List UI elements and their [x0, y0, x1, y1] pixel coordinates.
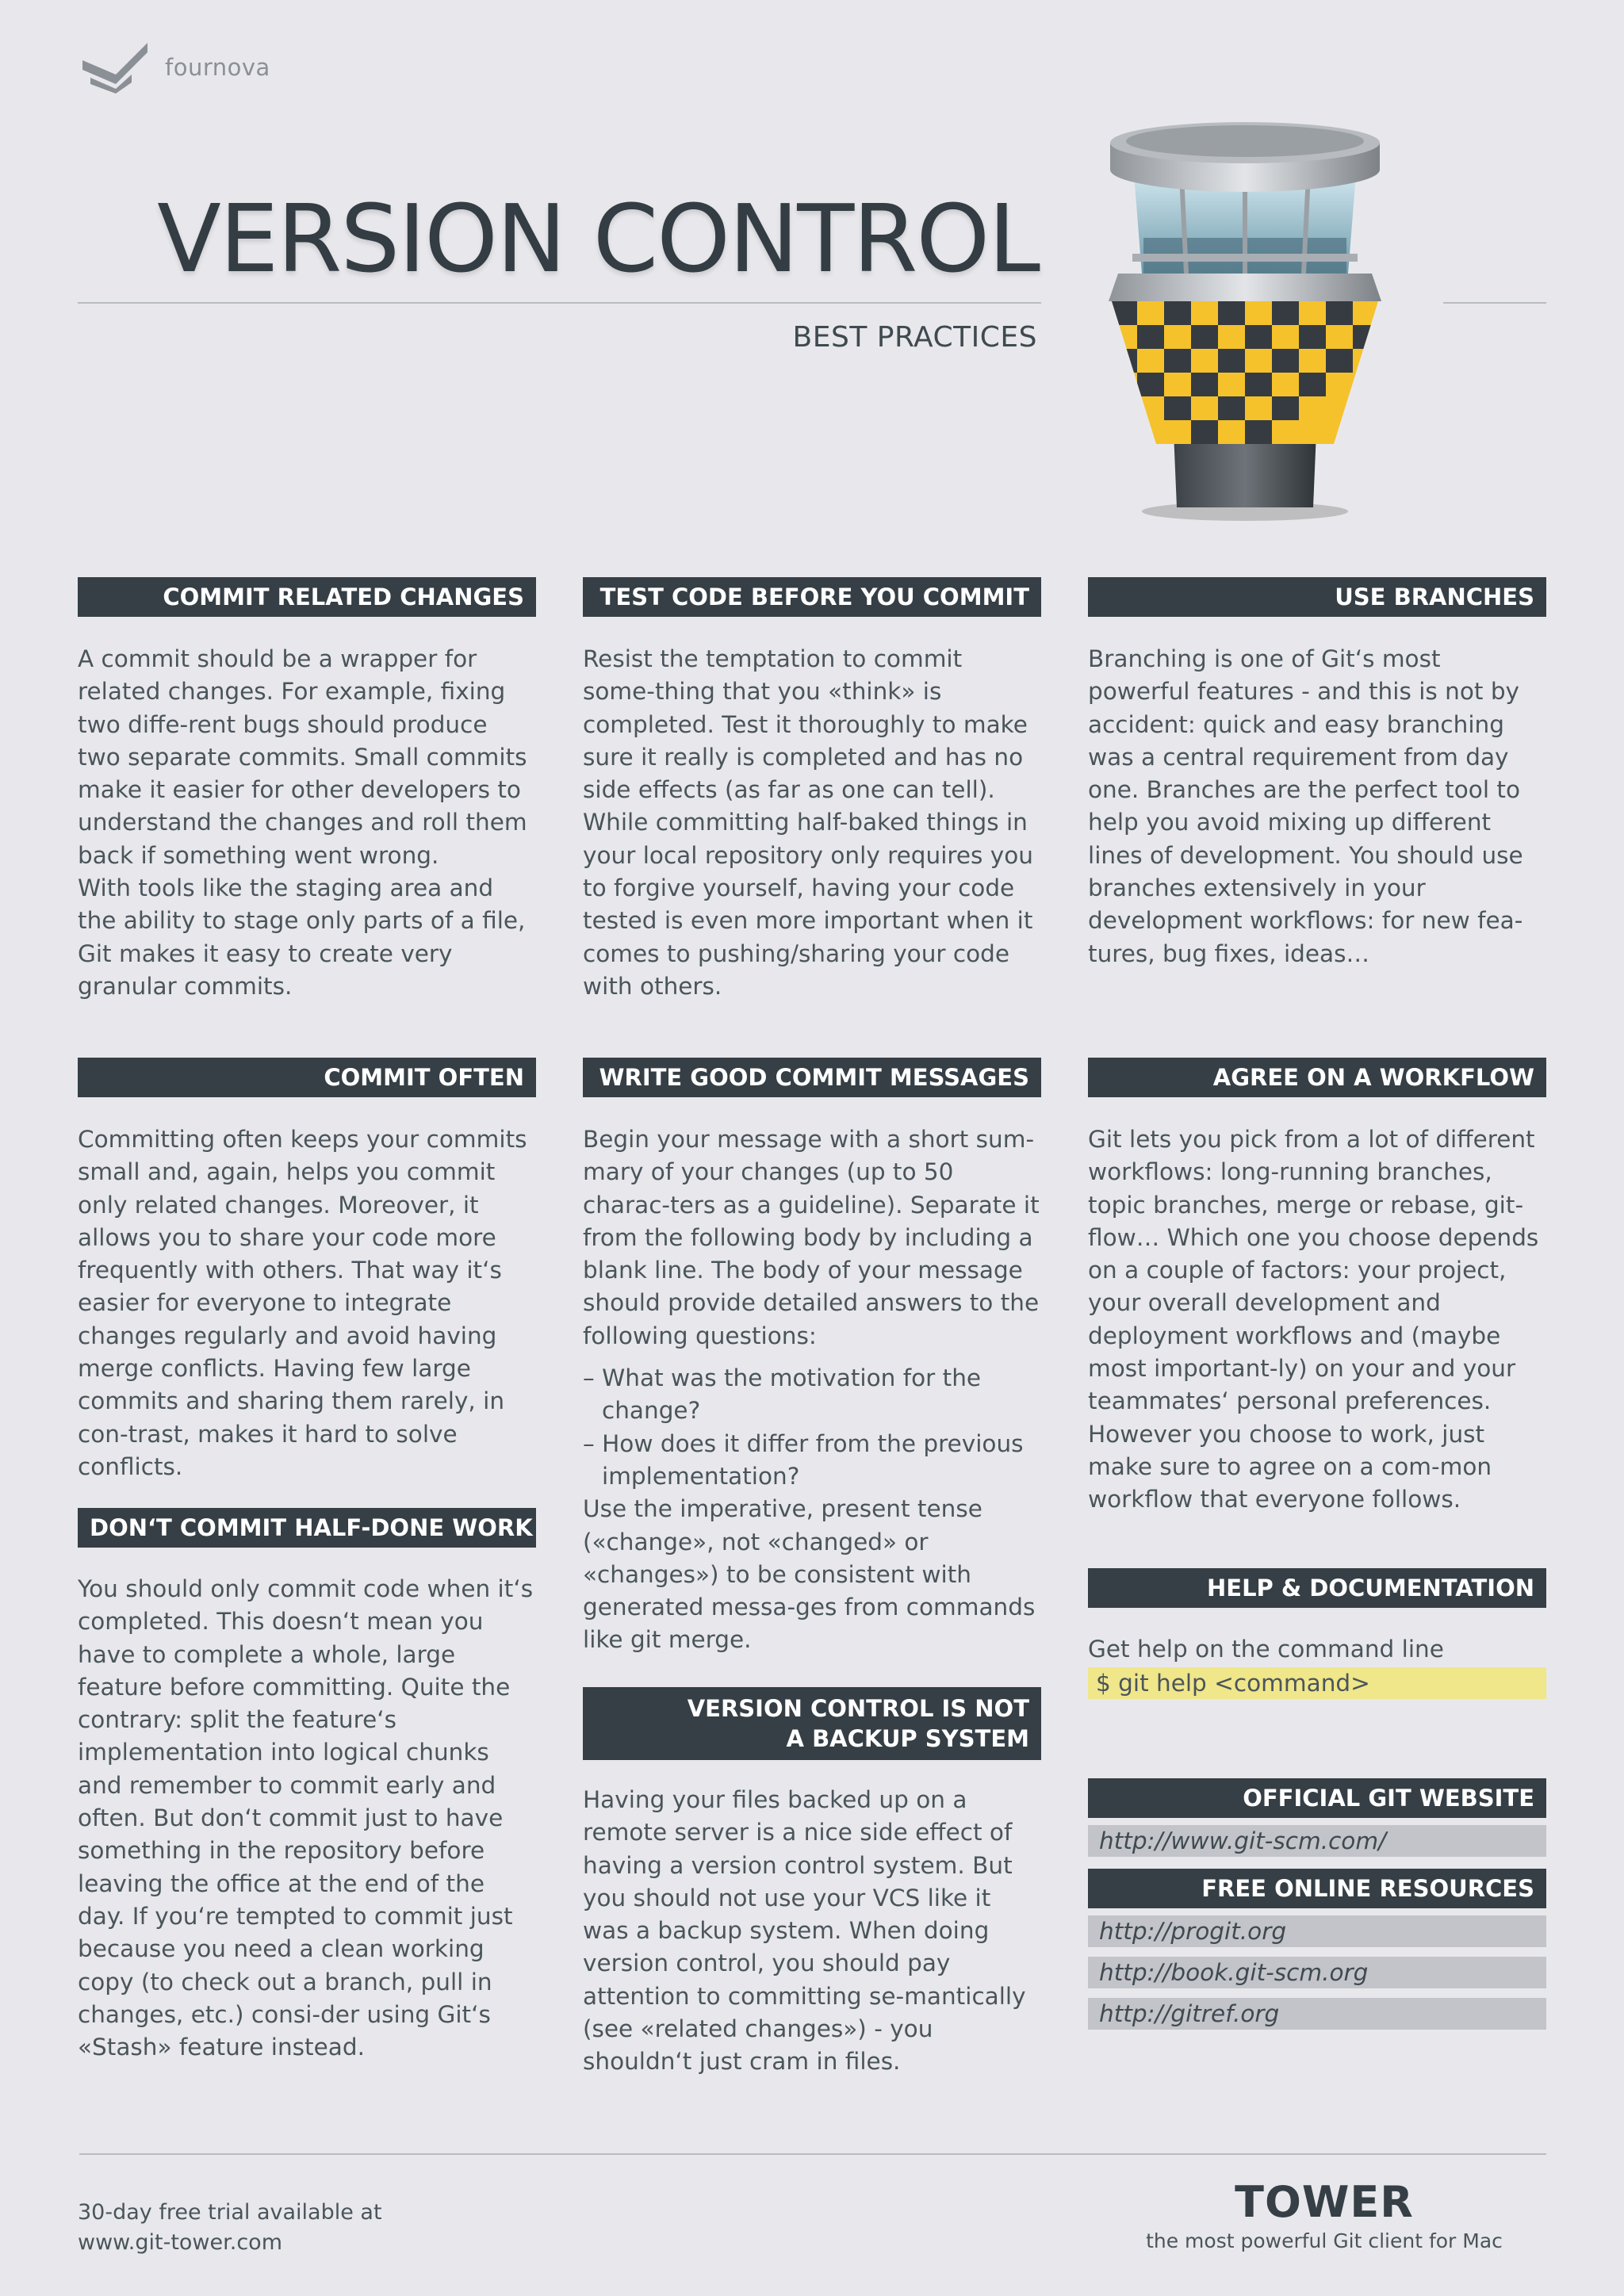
heading-test-code-before-commit: TEST CODE BEFORE YOU COMMIT	[583, 577, 1041, 617]
list-item: – How does it differ from the previous implementation?	[583, 1429, 1024, 1490]
paragraph: Use the imperative, present tense («change», not «changed» or «changes») to be consistent with generated messa-ges from commands like git merge.	[583, 1495, 1036, 1654]
heading-commit-related-changes: COMMIT RELATED CHANGES	[78, 577, 536, 617]
tower-tagline: the most powerful Git client for Mac	[1146, 2229, 1503, 2252]
text-commit-related-changes	[78, 643, 536, 1003]
heading-version-control-not-backup	[583, 1687, 1041, 1760]
git-help-command: $ git help <command>	[1088, 1667, 1546, 1699]
heading-agree-on-a-workflow: AGREE ON A WORKFLOW	[1088, 1058, 1546, 1097]
heading-use-branches: USE BRANCHES	[1088, 577, 1546, 617]
trial-text: 30-day free trial available at	[78, 2200, 382, 2225]
heading-commit-often: COMMIT OFTEN	[78, 1058, 536, 1097]
heading-official-git-website: OFFICIAL GIT WEBSITE	[1088, 1778, 1546, 1818]
paragraph: Committing often keeps your commits small and, again, helps you commit only related changes. Moreover, it allows you to share your code more frequently with others. That way it‘s easier for everyone to integrate changes regularly and avoid having merge conflicts. Having few large commits and sharing them rarely, in con-trast, makes it hard to solve conflicts.	[78, 1126, 527, 1480]
text-help-documentation: Get help on the command line	[1088, 1636, 1444, 1663]
paragraph: Having your files backed up on a remote server is a nice side effect of having a version control system. But you should not use your VCS like it was a backup system. When doing version control, you should pay attention to committing se-mantically (see «related changes») - you shouldn‘t just cram in files.	[583, 1786, 1026, 2076]
text-write-good-commit-messages	[583, 1123, 1041, 1657]
fournova-logo-icon	[79, 40, 149, 95]
heading-help-documentation: HELP & DOCUMENTATION	[1088, 1568, 1546, 1608]
paragraph: Begin your message with a short sum-mary of your changes (up to 50 charac-ters as a guideline). Separate it from the following body by including a blank line. The body of your message should provide detailed answers to the following questions:	[583, 1126, 1040, 1349]
paragraph: A commit should be a wrapper for related changes. For example, fixing two diffe-rent bugs should produce two separate commits. Small commits make it easier for other developers to understand the changes and roll them back if something went wrong.	[78, 645, 527, 869]
text-version-control-not-backup	[583, 1784, 1041, 2079]
trial-notice	[78, 2198, 382, 2258]
text-commit-often	[78, 1123, 536, 1483]
title-divider-right	[1443, 302, 1546, 304]
fournova-logo	[79, 40, 270, 95]
paragraph: With tools like the staging area and the ability to stage only parts of a file, Git makes it easy to create very granular commits.	[78, 874, 526, 1000]
heading-dont-commit-half-done-work: DON‘T COMMIT HALF-DONE WORK	[78, 1508, 536, 1548]
question-list	[583, 1362, 1041, 1493]
tower-illustration	[1094, 111, 1396, 523]
list-item: – What was the motivation for the change?	[583, 1364, 982, 1425]
page-title: VERSION CONTROL	[157, 184, 1039, 293]
logo-text: fournova	[165, 54, 270, 81]
link-progit[interactable]: http://progit.org	[1088, 1915, 1546, 1947]
text-test-code-before-commit	[583, 643, 1041, 1003]
text-dont-commit-half-done-work	[78, 1573, 536, 2064]
heading-line: A BACKUP SYSTEM	[786, 1725, 1029, 1752]
paragraph: Branching is one of Git‘s most powerful features - and this is not by accident: quick and easy branching was a central requirement from day one. Branches are the perfect tool to help you avoid mixing up different lines of development. You should use branches extensively in your development workflows: for new fea-tures, bug fixes, ideas…	[1088, 645, 1523, 967]
heading-write-good-commit-messages: WRITE GOOD COMMIT MESSAGES	[583, 1058, 1041, 1097]
paragraph: You should only commit code when it‘s completed. This doesn‘t mean you have to complete a whole, large feature before committing. Quite the contrary: split the feature‘s implementation into logical chunks and remember to commit early and often. But don‘t commit just to have something in the repository before leaving the office at the end of the day. If you‘re tempted to commit just because you need a clean working copy (to check out a branch, pull in changes, etc.) consi-der using Git‘s «Stash» feature instead.	[78, 1575, 534, 2061]
paragraph: Resist the temptation to commit some-thing that you «think» is completed. Test it thoroughly to make sure it really is completed and has no side effects (as far as one can tell). While committing half-baked things in your local repository only requires you to forgive yourself, having your code tested is even more important when it comes to pushing/sharing your code with others.	[583, 645, 1033, 1000]
heading-free-online-resources: FREE ONLINE RESOURCES	[1088, 1869, 1546, 1908]
page-subtitle: BEST PRACTICES	[792, 321, 1037, 354]
text-use-branches	[1088, 643, 1546, 970]
link-gitref[interactable]: http://gitref.org	[1088, 1998, 1546, 2030]
tower-brand: TOWER	[1235, 2177, 1414, 2227]
title-divider-left	[78, 302, 1041, 304]
link-book-git-scm[interactable]: http://book.git-scm.org	[1088, 1957, 1546, 1988]
trial-url[interactable]: www.git-tower.com	[78, 2230, 282, 2255]
footer-divider	[79, 2153, 1546, 2155]
heading-line: VERSION CONTROL IS NOT	[687, 1695, 1029, 1722]
text-agree-on-a-workflow	[1088, 1123, 1546, 1517]
paragraph: Git lets you pick from a lot of different workflows: long-running branches, topic branches, merge or rebase, git-flow… Which one you choose depends on a couple of factors: your project, your overall development and deployment workflows and (maybe most important-ly) on your and your teammates‘ personal preferences. However you choose to work, just make sure to agree on a com-mon workflow that everyone follows.	[1088, 1126, 1539, 1513]
link-git-scm[interactable]: http://www.git-scm.com/	[1088, 1825, 1546, 1857]
